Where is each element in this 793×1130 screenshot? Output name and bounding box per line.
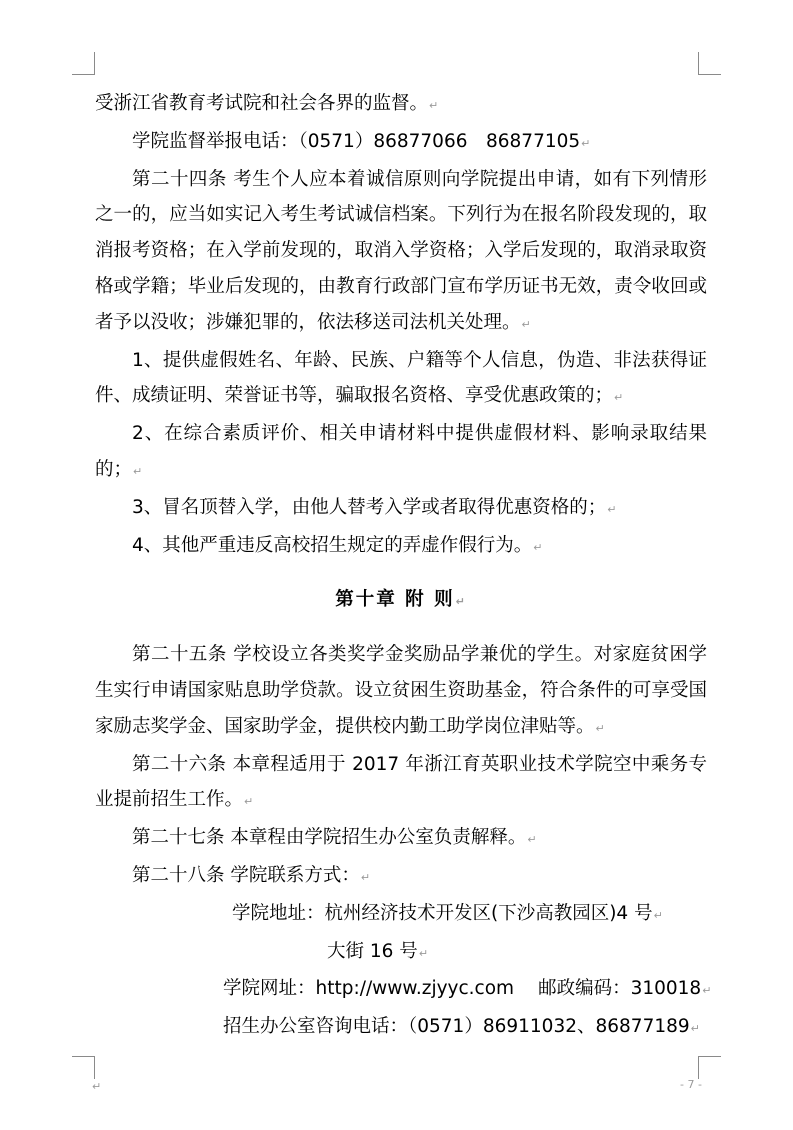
list-item: 1、提供虚假姓名、年龄、民族、户籍等个人信息，伪造、非法获得证件、成绩证明、荣誉证书等，骗取报名资格、享受优惠政策的；↵: [95, 349, 707, 407]
paragraph-article-25: 第二十五条 学校设立各类奖学金奖励品学兼优的学生。对家庭贫困学生实行申请国家贴息助学贷款。设立贫困生资助基金，符合条件的可享受国家励志奖学金、国家助学金，提供校内勤工助学岗位津贴等。↵: [95, 644, 707, 737]
crop-mark-bottom-right: [698, 1056, 721, 1079]
paragraph-mark-icon: ↵: [418, 946, 429, 960]
paragraph-mark-icon: ↵: [521, 317, 531, 331]
contact-address-continued: 大街 16 号↵: [327, 940, 429, 962]
contact-address: 学院地址：杭州经济技术开发区(下沙高教园区)4 号↵: [232, 902, 663, 924]
paragraph-mark-icon: ↵: [92, 1080, 102, 1093]
list-item: 3、冒名顶替入学，由他人替考入学或者取得优惠资格的；↵: [132, 496, 617, 518]
paragraph-article-24: 第二十四条 考生个人应本着诚信原则向学院提出申请，如有下列情形之一的，应当如实记入考生考试诚信档案。下列行为在报名阶段发现的，取消报考资格；在入学前发现的，取消入学资格；入学后发现的，取消录取资格或学籍；毕业后发现的，由教育行政部门宣布学历证书无效，责令收回或者予以没收；涉嫌犯罪的，依法移送司法机关处理。↵: [95, 168, 707, 333]
paragraph-mark-icon: ↵: [690, 1022, 700, 1036]
list-item: 4、其他严重违反高校招生规定的弄虚作假行为。↵: [132, 534, 543, 556]
paragraph-mark-icon: ↵: [581, 136, 591, 150]
paragraph-article-28: 第二十八条 学院联系方式：↵: [132, 864, 371, 886]
page-number: - 7 -: [680, 1078, 702, 1091]
paragraph-mark-icon: ↵: [360, 870, 371, 884]
paragraph-mark-icon: ↵: [595, 721, 605, 735]
paragraph-mark-icon: ↵: [533, 540, 543, 554]
list-item: 2、在综合素质评价、相关申请材料中提供虚假材料、影响录取结果的；↵: [95, 423, 707, 480]
paragraph-mark-icon: ↵: [653, 908, 663, 922]
paragraph-report-phone: 学院监督举报电话：（0571）86877066 86877105↵: [132, 130, 591, 152]
crop-mark-top-right: [698, 52, 721, 75]
paragraph-mark-icon: ↵: [133, 464, 143, 478]
paragraph-mark-icon: ↵: [244, 795, 254, 809]
paragraph-article-26: 第二十六条 本章程适用于 2017 年浙江育英职业技术学院空中乘务专业提前招生工作。↵: [95, 753, 707, 811]
contact-phone: 招生办公室咨询电话：（0571）86911032、86877189↵: [223, 1016, 700, 1038]
contact-website-postcode: [95, 971, 712, 1009]
postcode-text: 邮政编码：310018: [538, 978, 702, 1000]
paragraph-mark-icon: ↵: [614, 391, 624, 405]
chapter-heading: 第十章 附 则↵: [335, 589, 467, 611]
paragraph-mark-icon: ↵: [455, 595, 467, 609]
website-text: 学院网址：http://www.zjyyc.com: [223, 978, 515, 1000]
paragraph-mark-icon: ↵: [429, 99, 439, 112]
paragraph-mark-icon: ↵: [607, 502, 617, 516]
document-body: [95, 86, 712, 1047]
paragraph-article-27: 第二十七条 本章程由学院招生办公室负责解释。↵: [132, 827, 537, 849]
crop-mark-top-left: [72, 52, 95, 75]
paragraph-mark-icon: ↵: [527, 833, 537, 847]
crop-mark-bottom-left: [72, 1056, 95, 1079]
paragraph: 受浙江省教育考试院和社会各界的监督。↵: [95, 93, 439, 114]
paragraph-mark-icon: ↵: [702, 984, 712, 998]
